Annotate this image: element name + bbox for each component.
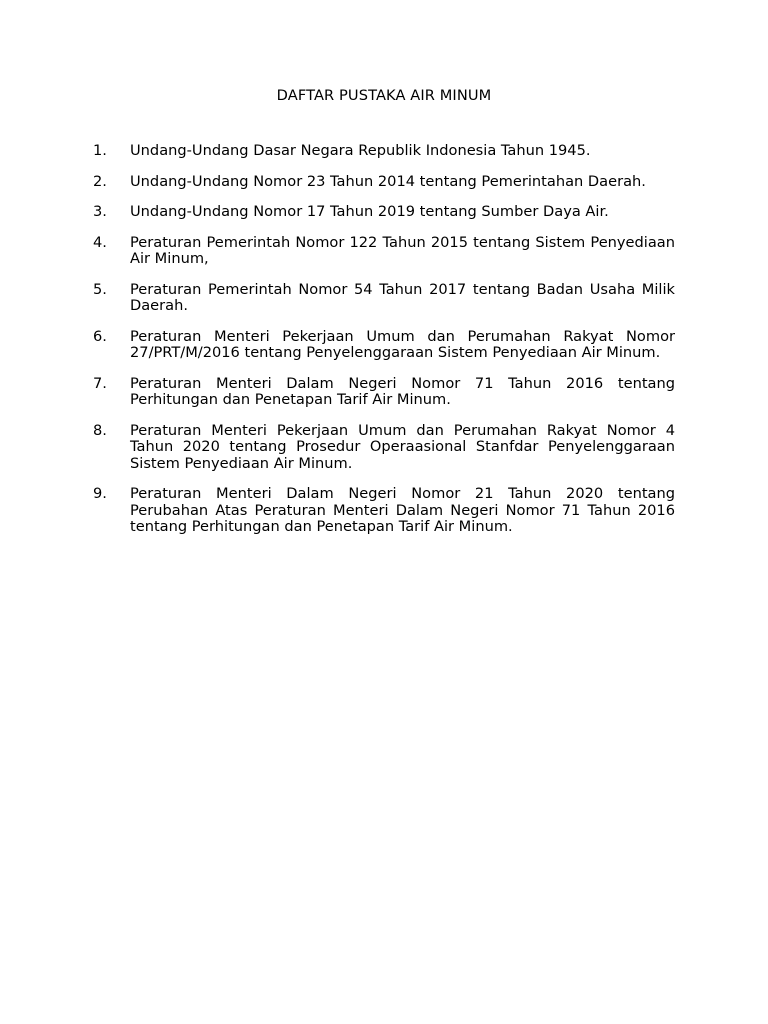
reference-item bbox=[93, 486, 675, 536]
reference-item bbox=[93, 423, 675, 473]
reference-number: 7. bbox=[93, 374, 107, 392]
reference-item bbox=[93, 376, 675, 409]
reference-text: Peraturan Menteri Dalam Negeri Nomor 21 Tahun 2020 tentang Perubahan Atas Peraturan Menteri Dalam Negeri Nomor 71 Tahun 2016 tentang Perhitungan dan Penetapan Tarif Air Minum. bbox=[130, 485, 675, 535]
reference-item bbox=[93, 235, 675, 268]
reference-number: 3. bbox=[93, 203, 107, 220]
reference-item bbox=[93, 204, 675, 221]
reference-text: Undang-Undang Dasar Negara Republik Indonesia Tahun 1945. bbox=[130, 142, 591, 159]
reference-item bbox=[93, 143, 675, 160]
reference-text: Undang-Undang Nomor 23 Tahun 2014 tentang Pemerintahan Daerah. bbox=[130, 172, 646, 190]
reference-number: 1. bbox=[93, 142, 107, 159]
reference-item bbox=[93, 174, 675, 191]
reference-text: Peraturan Menteri Pekerjaan Umum dan Perumahan Rakyat Nomor 4 Tahun 2020 tentang Prosedur Operaasional Stanfdar Penyelenggaraan Sistem Penyediaan Air Minum. bbox=[130, 421, 675, 472]
reference-number: 4. bbox=[93, 233, 107, 251]
reference-number: 8. bbox=[93, 421, 107, 439]
reference-number: 9. bbox=[93, 485, 107, 502]
reference-number: 5. bbox=[93, 280, 107, 298]
reference-number: 2. bbox=[93, 172, 107, 190]
reference-text: Peraturan Pemerintah Nomor 122 Tahun 2015 tentang Sistem Penyediaan Air Minum, bbox=[130, 233, 675, 267]
reference-text: Undang-Undang Nomor 17 Tahun 2019 tentang Sumber Daya Air. bbox=[130, 203, 609, 220]
reference-text: Peraturan Menteri Dalam Negeri Nomor 71 Tahun 2016 tentang Perhitungan dan Penetapan Tarif Air Minum. bbox=[130, 374, 675, 408]
reference-item bbox=[93, 329, 675, 362]
reference-text: Peraturan Menteri Pekerjaan Umum dan Perumahan Rakyat Nomor 27/PRT/M/2016 tentang Penyelenggaraan Sistem Penyediaan Air Minum. bbox=[130, 327, 675, 361]
reference-text: Peraturan Pemerintah Nomor 54 Tahun 2017 tentang Badan Usaha Milik Daerah. bbox=[130, 280, 675, 314]
reference-item bbox=[93, 282, 675, 315]
reference-list bbox=[93, 143, 675, 550]
reference-number: 6. bbox=[93, 327, 107, 345]
document-title: DAFTAR PUSTAKA AIR MINUM bbox=[276, 87, 492, 104]
